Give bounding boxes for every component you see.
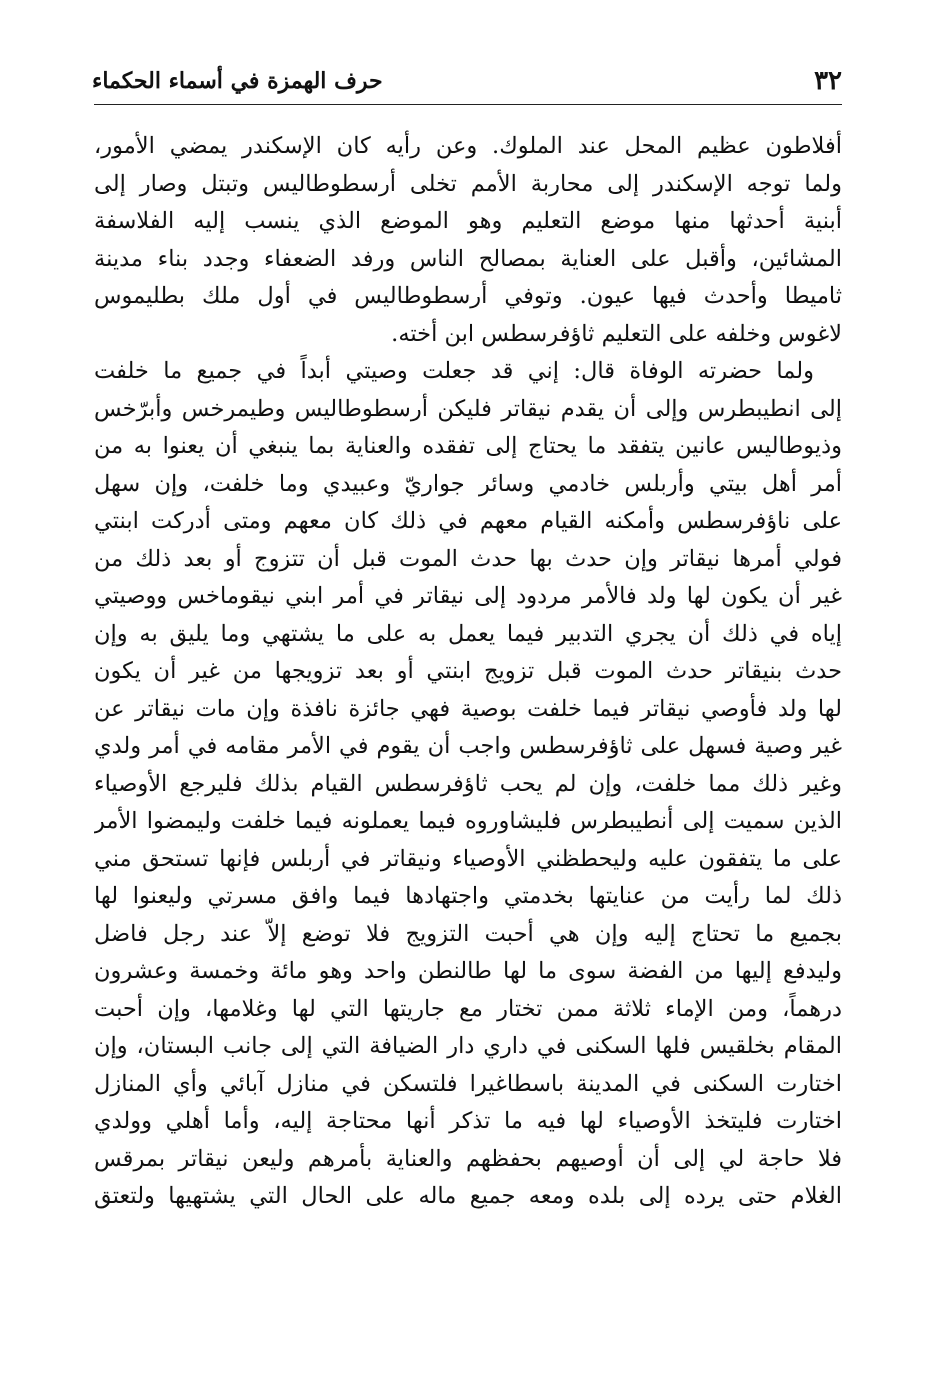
text-line: ثاميطا وأحدث فيها عيون. وتوفي أرسطوطاليس في أول ملك بطليموس	[94, 283, 842, 309]
text-line: فولي أمرها نيقاتر وإن حدث بها حدث الموت قبل أن تتزوج أو بعد ذلك من	[94, 545, 842, 572]
text-line: أمر أهل بيتي وأربلس خادمي وسائر جواريّ وعبيدي وما خلفت، وإن سهل	[94, 470, 842, 497]
text-line: غير وصية فسهل على ثاؤفرسطس واجب أن يقوم في الأمر مقامه في أمر ولدي	[94, 733, 842, 759]
text-line: ولما توجه الإسكندر إلى محاربة الأمم تخلى أرسطوطاليس وتبتل وصار إلى	[94, 170, 842, 197]
text-line: على ناؤفرسطس وأمكنه القيام معهم في ذلك كان معهم ومتى أدركت ابنتي	[94, 508, 842, 534]
text-line: اختارت فليتخذ الأوصياء لها فيه ما تذكر أنها محتاجة إليه، وأما أهلي وولدي	[94, 1108, 842, 1134]
text-line: حدث بنيقاتر حدث الموت قبل تزويج ابنتي أو بعد تزويجها من غير أن يكون	[94, 658, 842, 684]
text-line: إلى انطيبطرس وإلى أن يقدم نيقاتر فليكن أرسطوطاليس وطيمرخس وأبرّخس	[94, 395, 842, 422]
text-line: ذلك لما رأيت من عنايتها بخدمتي واجتهادها فيما وافق مسرتي وليعنوا لها	[94, 883, 842, 909]
page-header	[92, 62, 842, 96]
text-line: الذين سميت إلى أنطيبطرس فليشاوروه فيما يعملونه فيما خلفت وليمضوا الأمر	[94, 808, 842, 834]
text-line: اختارت السكنى في المدينة باسطاغيرا فلتسكن في منازل آبائي وأي المنازل	[94, 1070, 842, 1097]
text-line: المقام بخلقيس فلها السكنى في داري دار الضيافة التي إلى جانب البستان، وإن	[94, 1033, 842, 1059]
page-number: ٣٢	[814, 66, 842, 96]
text-line: وليدفع إليها من الفضة سوى ما لها طالنطن واحد وهو مائة وخمسة وعشرون	[94, 958, 842, 984]
text-line: فلا حاجة لي إلى أن أوصيهم بحفظهم والعناية بأمرهم وليعن نيقاتر بمرقس	[94, 1145, 842, 1172]
text-line: الغلام حتى يرده إلى بلده ومعه جميع ماله على الحال التي يشتهيها ولتعتق	[94, 1183, 842, 1209]
text-line: لاغوس وخلفه على التعليم ثاؤفرسطس ابن أخته.	[391, 320, 842, 347]
body-text	[94, 128, 842, 1216]
header-rule	[94, 104, 842, 105]
text-line: بجميع ما تحتاج إليه وإن هي أحبت التزويج فلا توضع إلاّ عند رجل فاضل	[94, 920, 842, 947]
text-line: ولما حضرته الوفاة قال: إني قد جعلت وصيتي أبداً في جميع ما خلفت	[94, 358, 814, 384]
text-line: إياه في ذلك أن يجري التدبير فيما يعمل به على ما يشتهي وما يليق به وإن	[94, 620, 842, 647]
text-line: المشائين، وأقبل على العناية بمصالح الناس ورفد الضعفاء وجدد بناء مدينة	[94, 245, 842, 272]
text-line: أفلاطون عظيم المحل عند الملوك. وعن رأيه كان الإسكندر يمضي الأمور،	[94, 133, 842, 159]
text-line: وذيوطاليس عانين يتفقد ما يحتاج إلى تفقده والعناية بما ينبغي أن يعنوا به من	[94, 433, 842, 459]
text-line: على ما يتفقون عليه وليحطظني الأوصياء ونيقاتر في أربلس فإنها تستحق مني	[94, 845, 842, 872]
text-line: لها ولد فأوصي نيقاتر فيما خلفت بوصية فهي جائزة نافذة وإن مات نيقاتر عن	[94, 695, 842, 722]
running-title: حرف الهمزة في أسماء الحكماء	[92, 68, 383, 94]
text-line: درهماً، ومن الإماء ثلاثة ممن تختار مع جاريتها التي لها وغلامها، وإن أحبت	[94, 995, 842, 1022]
text-line: وغير ذلك مما خلفت، وإن لم يحب ثاؤفرسطس القيام بذلك فليرجع الأوصياء	[94, 770, 842, 797]
text-line: غير أن يكون لها ولد فالأمر مردود إلى نيقاتر في أمر ابني نيقوماخس ووصيتي	[94, 583, 842, 609]
text-line: أبنية أحدثها منها موضع التعليم وهو الموضع الذي ينسب إليه الفلاسفة	[94, 208, 842, 234]
